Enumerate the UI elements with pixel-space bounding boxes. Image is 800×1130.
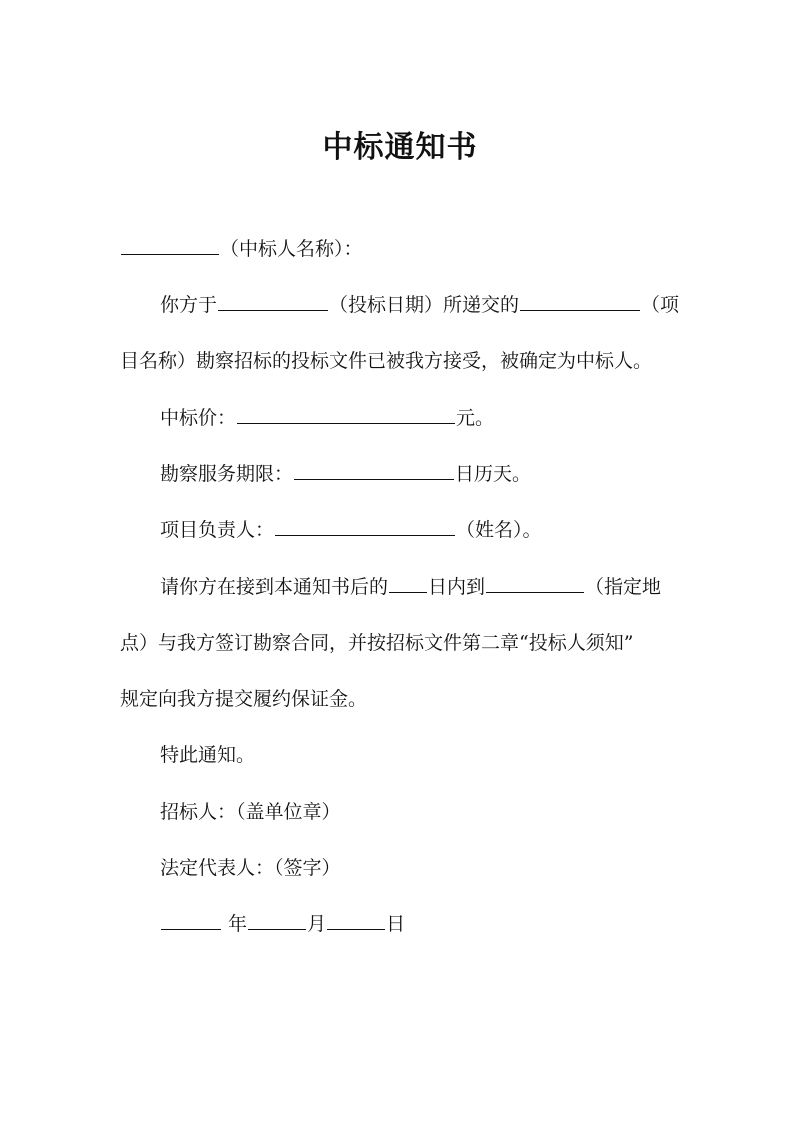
p1-text-1: 你方于 bbox=[160, 294, 218, 316]
bid-date-blank[interactable] bbox=[218, 290, 328, 311]
day-blank[interactable] bbox=[327, 909, 385, 930]
notice-text: 特此通知。 bbox=[160, 744, 256, 766]
period-label: 勘察服务期限： bbox=[160, 463, 294, 485]
p2-text-1: 请你方在接到本通知书后的 bbox=[160, 576, 389, 598]
p1-text-2: （投标日期）所递交的 bbox=[329, 294, 520, 316]
page-title: 中标通知书 bbox=[322, 130, 478, 165]
month-blank[interactable] bbox=[248, 909, 306, 930]
paragraph-1-line-2: 目名称）勘察招标的投标文件已被我方接受，被确定为中标人。 bbox=[120, 350, 653, 372]
date-line bbox=[160, 909, 405, 939]
addressee-line bbox=[120, 234, 363, 264]
year-blank[interactable] bbox=[161, 909, 221, 930]
period-unit: 日历天。 bbox=[455, 463, 532, 485]
winner-name-blank[interactable] bbox=[121, 234, 219, 255]
service-period-line bbox=[160, 459, 531, 489]
price-blank[interactable] bbox=[237, 403, 455, 424]
month-label: 月 bbox=[307, 913, 327, 935]
legal-representative-line: 法定代表人：（签字） bbox=[160, 857, 341, 879]
tenderer-seal-line: 招标人：（盖单位章） bbox=[160, 801, 341, 823]
paragraph-1-line-1 bbox=[160, 290, 679, 320]
p2-text-2: 日内到 bbox=[428, 576, 486, 598]
paragraph-2-line-3: 规定向我方提交履约保证金。 bbox=[120, 688, 368, 710]
manager-name-blank[interactable] bbox=[275, 515, 455, 536]
p1-text-3: （项 bbox=[641, 294, 680, 316]
price-label: 中标价： bbox=[160, 407, 237, 429]
year-label: 年 bbox=[228, 913, 248, 935]
price-line bbox=[160, 403, 494, 433]
manager-label: 项目负责人： bbox=[160, 519, 275, 541]
days-blank[interactable] bbox=[389, 572, 427, 593]
manager-suffix: （姓名）。 bbox=[456, 519, 542, 541]
price-unit: 元。 bbox=[456, 407, 495, 429]
project-name-blank[interactable] bbox=[520, 290, 640, 311]
location-blank[interactable] bbox=[486, 572, 584, 593]
addressee-suffix: （中标人名称）： bbox=[220, 238, 363, 260]
p2-text-3: （指定地 bbox=[585, 576, 662, 598]
paragraph-2-line-2: 点）与我方签订勘察合同，并按招标文件第二章“投标人须知” bbox=[120, 632, 634, 654]
period-blank[interactable] bbox=[294, 459, 454, 480]
day-label: 日 bbox=[386, 913, 406, 935]
paragraph-2-line-1 bbox=[160, 572, 661, 602]
project-manager-line bbox=[160, 515, 542, 545]
